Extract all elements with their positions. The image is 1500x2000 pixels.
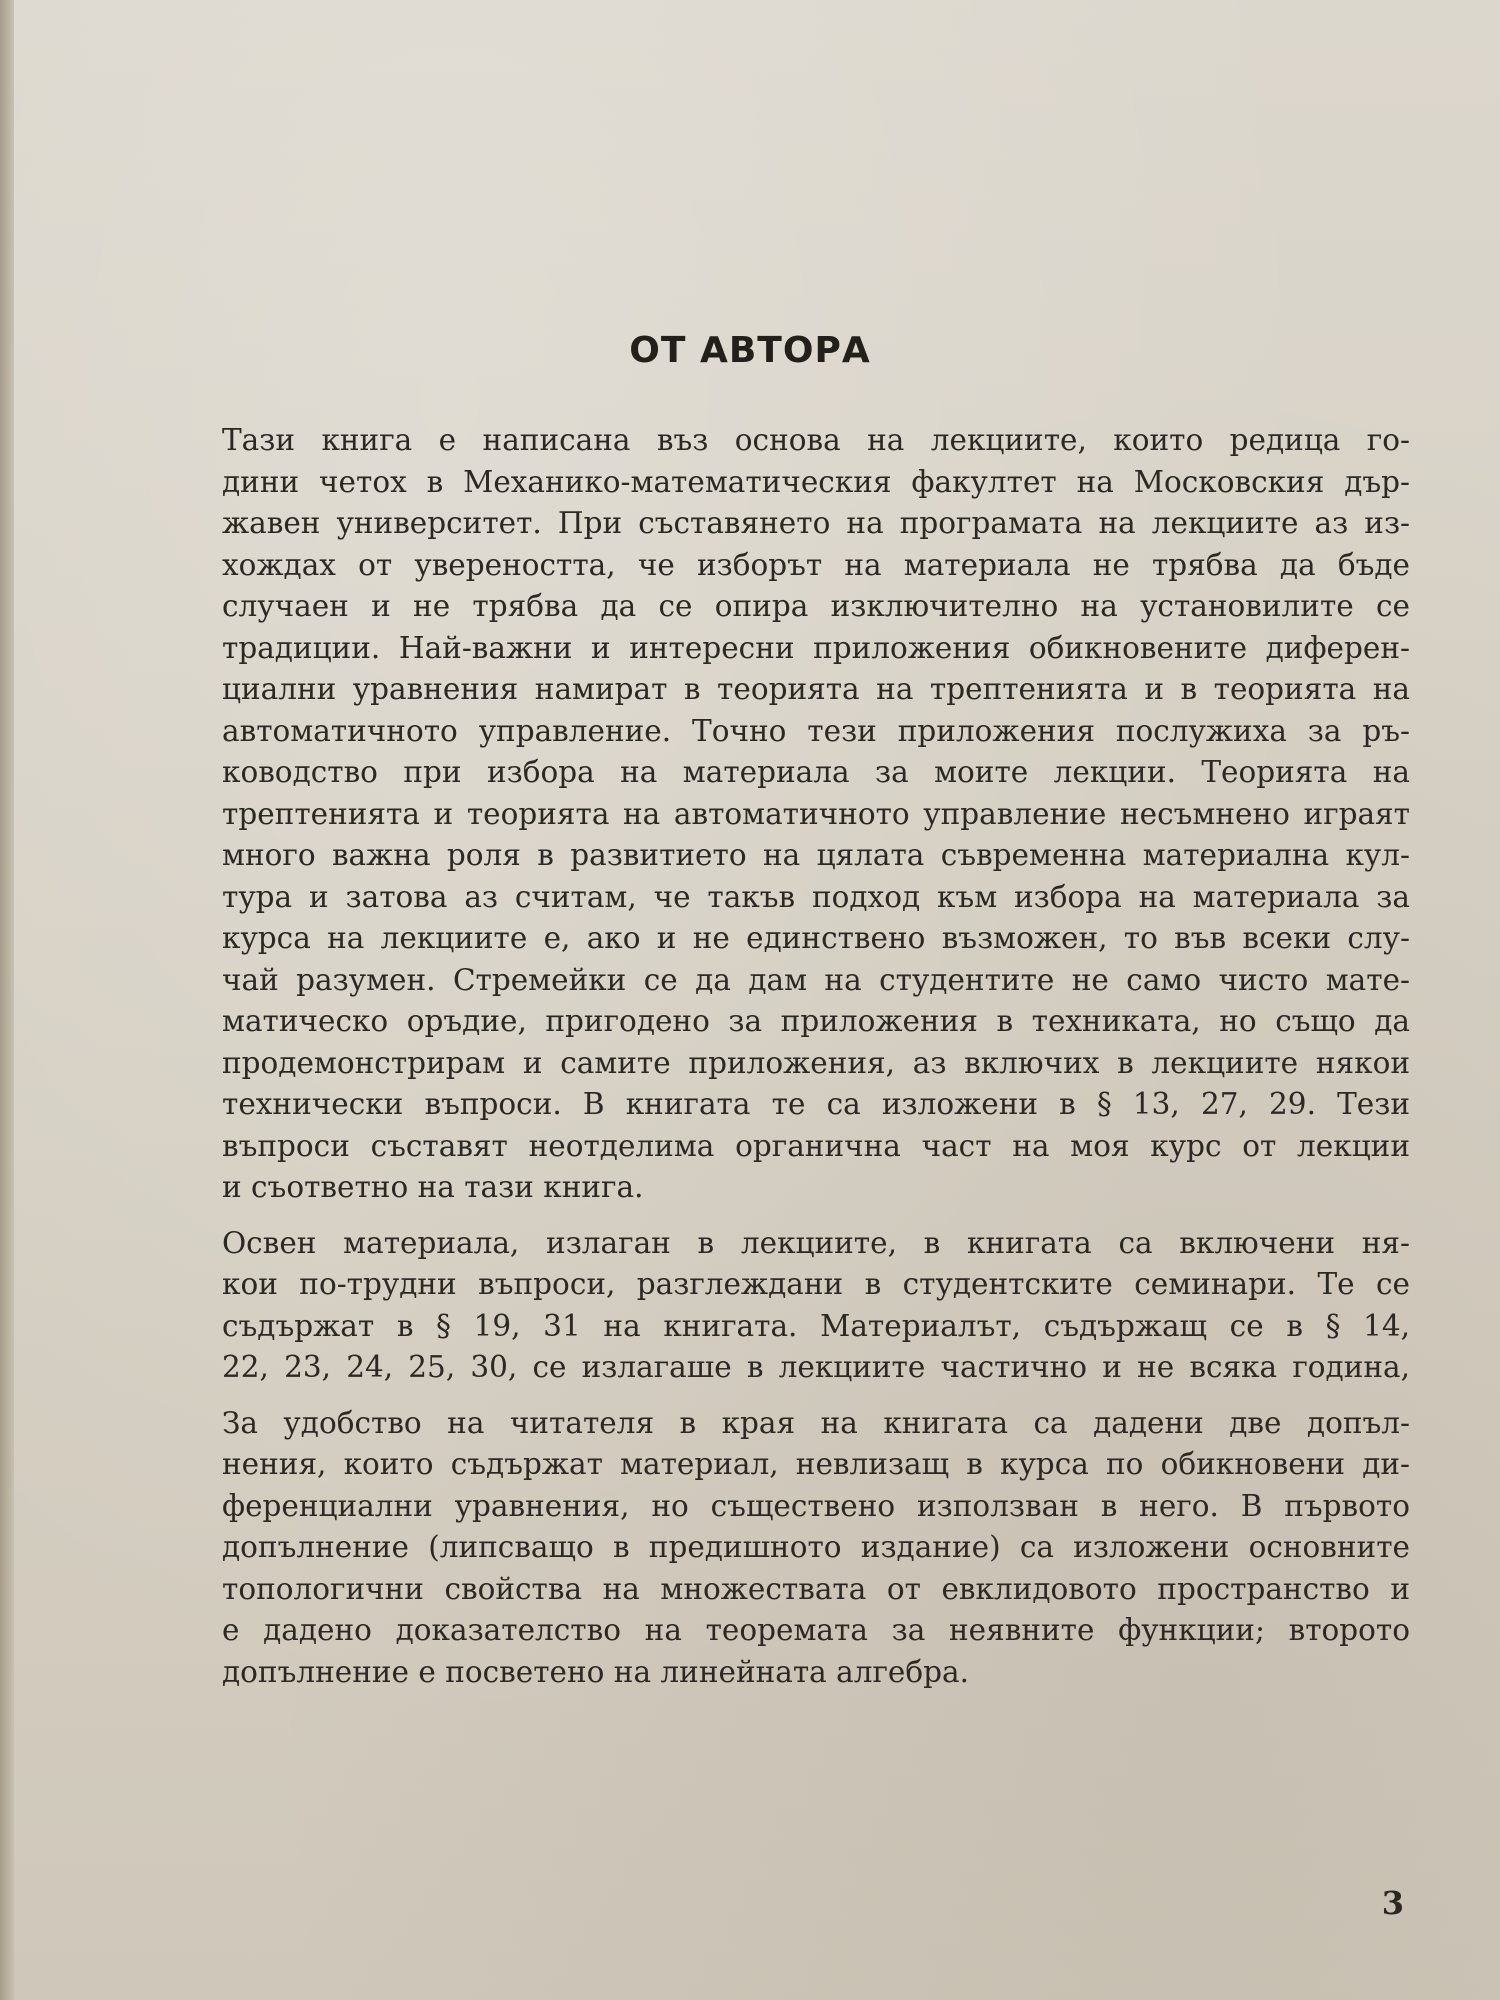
- text-line: хождах от увереността, че изборът на материала не трябва да бъде: [222, 547, 1410, 582]
- text-line: съдържат в § 19, 31 на книгата. Материалът, съдържащ се в § 14,: [222, 1308, 1410, 1343]
- paragraph-1: [150, 420, 1410, 1209]
- page-number: 3: [1381, 1884, 1404, 1922]
- text-line: Освен материала, излаган в лекциите, в книгата са включени ня-: [222, 1225, 1410, 1260]
- text-line: е дадено доказателство на теоремата за неявните функции; второто: [222, 1613, 1410, 1647]
- text-line: нения, които съдържат материал, невлизащ в курса по обикновени ди-: [222, 1447, 1410, 1481]
- text-line: 22, 23, 24, 25, 30, се излагаше в лекциите частично и не всяка година,: [222, 1350, 1410, 1384]
- text-line: матическо оръдие, пригодено за приложения в техниката, но също да: [222, 1004, 1410, 1038]
- text-line: трептенията и теорията на автоматичното управление несъмнено играят: [222, 796, 1410, 831]
- text-line: допълнение (липсващо в предишното издание) са изложени основните: [222, 1530, 1410, 1564]
- text-line: чай разумен. Стремейки се да дам на студентите не само чисто мате-: [222, 962, 1410, 997]
- text-line: и съответно на тази книга.: [222, 1170, 644, 1204]
- text-line: случаен и не трябва да се опира изключително на установилите се: [222, 589, 1410, 623]
- text-line: курса на лекциите е, ако и не единствено възможен, то във всеки слу-: [222, 921, 1410, 955]
- text-line: продемонстрирам и самите приложения, аз включих в лекциите някои: [222, 1045, 1410, 1080]
- text-line: За удобство на читателя в края на книгата са дадени две допъл-: [222, 1405, 1410, 1440]
- text-line: традиции. Най-важни и интересни приложения обикновените диферен-: [222, 630, 1410, 665]
- text-line: тура и затова аз считам, че такъв подход към избора на материала за: [222, 879, 1410, 914]
- text-line: кои по-трудни въпроси, разглеждани в студентските семинари. Те се: [222, 1267, 1410, 1301]
- text-line: допълнение е посветено на линейната алгебра.: [222, 1654, 969, 1689]
- page-edge-shadow: [0, 0, 14, 2000]
- body-text: [150, 420, 1410, 1693]
- text-line: автоматичното управление. Точно тези приложения послужиха за ръ-: [222, 713, 1410, 748]
- text-line: въпроси съставят неотделима органична част на моя курс от лекции: [222, 1128, 1410, 1163]
- text-line: ференциални уравнения, но съществено използван в него. В първото: [222, 1488, 1410, 1523]
- text-line: технически въпроси. В книгата те са изложени в § 13, 27, 29. Тези: [222, 1087, 1410, 1121]
- text-line: Тази книга е написана въз основа на лекциите, които редица го-: [222, 423, 1410, 457]
- paragraph-3: [150, 1403, 1410, 1694]
- text-line: дини четох в Механико-математическия факултет на Московския дър-: [222, 464, 1410, 499]
- text-line: топологични свойства на множествата от евклидовото пространство и: [222, 1571, 1410, 1606]
- text-line: жавен университет. При съставянето на програмата на лекциите аз из-: [222, 506, 1410, 540]
- text-line: ководство при избора на материала за моите лекции. Теорията на: [222, 755, 1410, 789]
- paragraph-2: [150, 1223, 1410, 1389]
- page-title: ОТ АВТОРА: [629, 330, 871, 371]
- text-line: много важна роля в развитието на цялата съвременна материална кул-: [222, 838, 1410, 872]
- text-line: циални уравнения намират в теорията на трептенията и в теорията на: [222, 672, 1410, 706]
